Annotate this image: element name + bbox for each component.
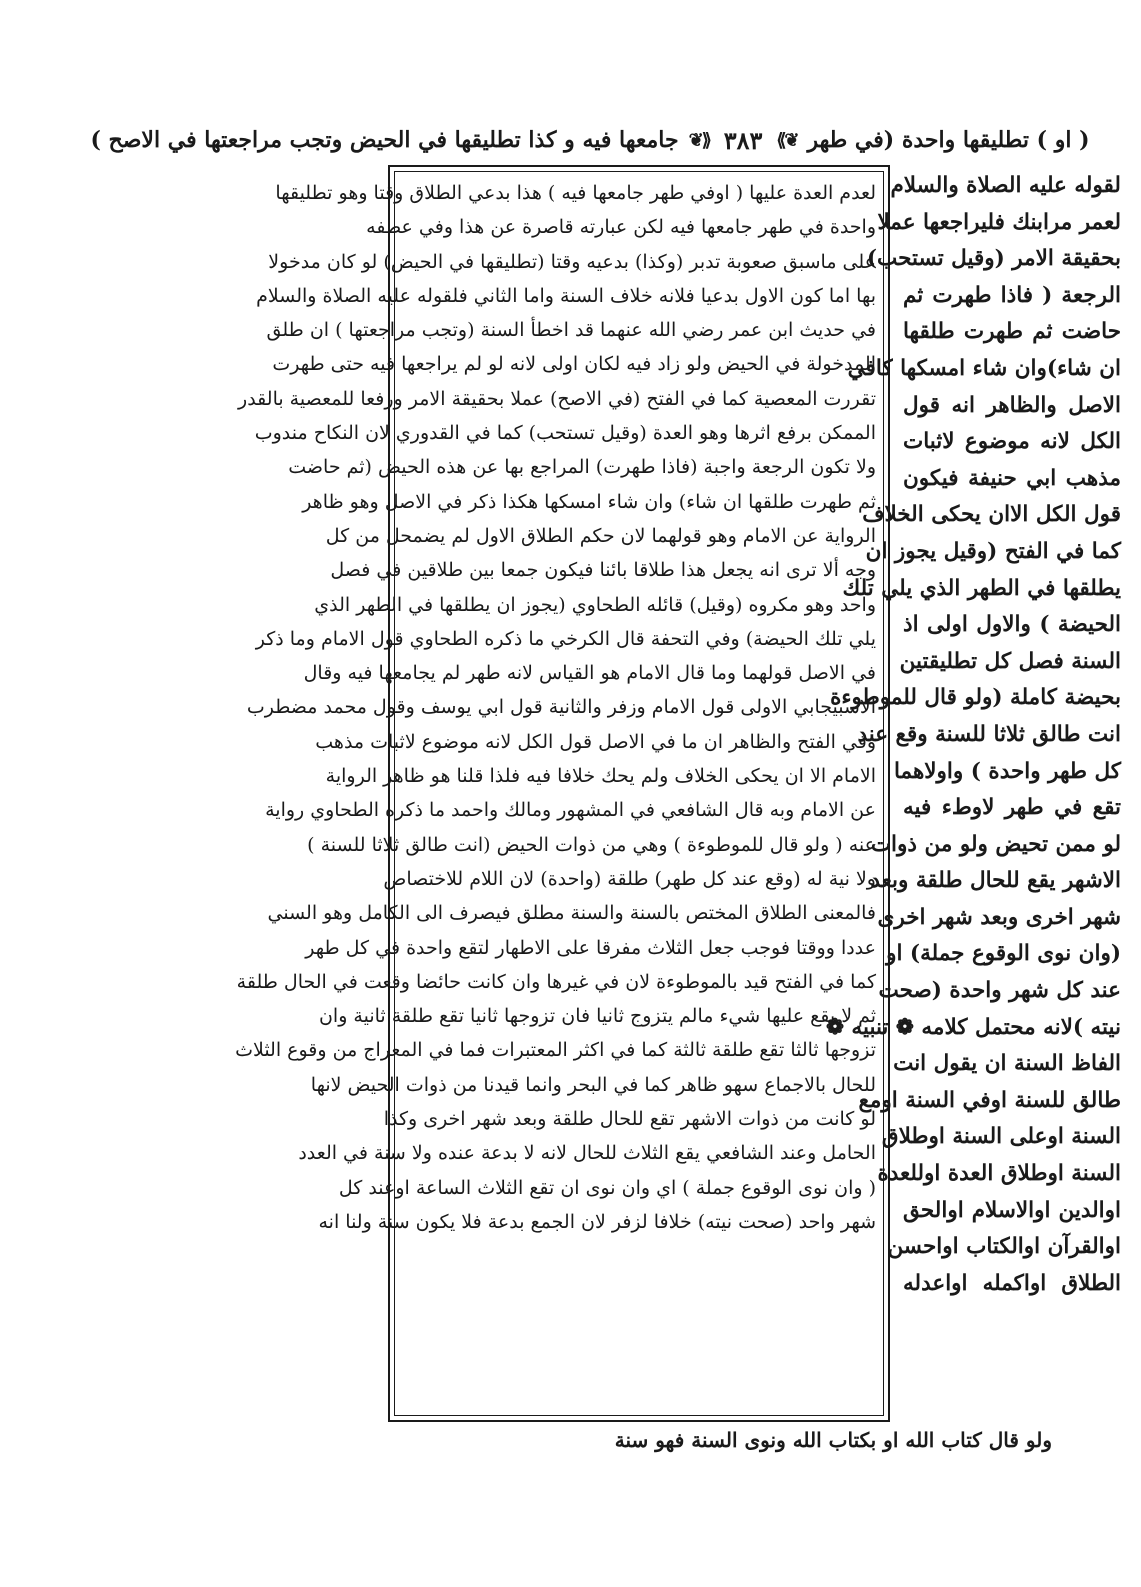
commentary-line: ولا تكون الرجعة واجبة (فاذا طهرت) المراجع بها عن هذه الحيض (ثم حاضت bbox=[288, 456, 876, 479]
matn-line: طالق للسنة اوفي السنة اومع bbox=[858, 1087, 1121, 1113]
commentary-line: ( وان نوى الوقوع جملة ) اي وان نوى ان تقع الثلاث الساعة اوعند كل bbox=[338, 1176, 876, 1199]
commentary-line: عنه ( ولو قال للموطوءة ) وهي من ذوات الحيض (انت طالق ثلاثا للسنة ) bbox=[307, 833, 876, 856]
commentary-line: ولا نية له (وقع عند كل طهر) طلقة (واحدة) لان اللام للاختصاص bbox=[383, 867, 876, 890]
matn-line: اوالقرآن اوالكتاب اواحسن bbox=[887, 1234, 1121, 1260]
matn-line: مذهب ابي حنيفة فيكون bbox=[903, 465, 1121, 491]
commentary-line: كما في الفتح قيد بالموطوءة لان في غيرها وان كانت حائضا وقعت في الحال طلقة bbox=[236, 970, 876, 993]
matn-line: الاشهر يقع للحال طلقة وبعد bbox=[870, 868, 1121, 894]
commentary-line: شهر واحد (صحت نيته) خلافا لزفر لان الجمع بدعة فلا يكون سنة ولنا انه bbox=[318, 1210, 876, 1233]
commentary-line: ثم طهرت طلقها ان شاء) وان شاء امسكها هكذا ذكر في الاصل وهو ظاهر bbox=[302, 490, 876, 513]
commentary-line: لو كانت من ذوات الاشهر تقع للحال طلقة وبعد شهر اخرى وكذا bbox=[383, 1108, 876, 1131]
commentary-line: واحد وهو مكروه (وقيل) قائله الطحاوي (يجوز ان يطلقها في الطهر الذي bbox=[314, 593, 876, 616]
commentary-line: وفي الفتح والظاهر ان ما في الاصل قول الكل لانه موضوع لاثبات مذهب bbox=[315, 730, 876, 753]
commentary-line: عددا ووقتا فوجب جعل الثلاث مفرقا على الاطهار لتقع واحدة في كل طهر bbox=[305, 936, 876, 959]
commentary-line: تزوجها ثالثا تقع طلقة ثالثة كما في اكثر المعتبرات فما في المعراج من وقوع الثلاث bbox=[235, 1039, 876, 1062]
commentary-line: في الاصل قولهما وما قال الامام هو القياس لانه طهر لم يجامعها فيه وقال bbox=[303, 662, 876, 685]
matn-line: ان شاء)وان شاء امسكها كافي bbox=[847, 355, 1121, 381]
commentary-line: للحال بالاجماع سهو ظاهر كما في البحر وانما قيدنا من ذوات الحيض لانها bbox=[310, 1073, 876, 1096]
header-left-text: جامعها فيه و كذا تطليقها في الحيض وتجب مراجعتها في الاصح ) bbox=[90, 127, 679, 153]
commentary-line: يلي تلك الحيضة) وفي التحفة قال الكرخي ما ذكره الطحاوي قول الامام وما ذكر bbox=[255, 627, 876, 650]
matn-line: الطلاق اواكمله اواعدله bbox=[903, 1270, 1121, 1296]
commentary-line: عن الامام وبه قال الشافعي في المشهور ومالك واحمد ما ذكره الطحاوي رواية bbox=[265, 799, 876, 822]
matn-line: السنة فصل كل تطليقتين bbox=[899, 648, 1121, 674]
matn-line: يطلقها في الطهر الذي يلي تلك bbox=[842, 575, 1121, 601]
catchword-footer: ولو قال كتاب الله او بكتاب الله ونوى السنة فهو سنة bbox=[614, 1428, 1052, 1452]
matn-line: الاصل والظاهر انه قول bbox=[903, 392, 1121, 418]
ornament-right-icon: ❦⟫ bbox=[776, 129, 798, 151]
matn-line: نيته )لانه محتمل كلامه ❁ تنبيه ❁ bbox=[825, 1014, 1121, 1040]
matn-line: الحيضة ) والاول اولى اذ bbox=[903, 612, 1121, 638]
matn-column bbox=[825, 168, 1121, 1413]
commentary-line: لعدم العدة عليها ( اوفي طهر جامعها فيه ) هذا بدعي الطلاق وقتا وهو تطليقها bbox=[275, 182, 876, 204]
matn-line: حاضت ثم طهرت طلقها bbox=[903, 319, 1121, 345]
matn-line: لقوله عليه الصلاة والسلام bbox=[890, 173, 1121, 198]
commentary-line: بها اما كون الاول بدعيا فلانه خلاف السنة واما الثاني فلقوله عليه الصلاة والسلام bbox=[256, 284, 876, 307]
matn-line: لو ممن تحيض ولو من ذوات bbox=[870, 831, 1121, 857]
commentary-line: على ماسبق صعوبة تدبر (وكذا) بدعيه وقتا (تطليقها في الحيض) لو كان مدخولا bbox=[268, 250, 876, 273]
page-number: ٣٨٣ bbox=[723, 125, 763, 155]
commentary-line: الاسبيجابي الاولى قول الامام وزفر والثانية قول ابي يوسف وقول محمد مضطرب bbox=[246, 696, 876, 719]
matn-line: قول الكل الاان يحكى الخلاف bbox=[862, 502, 1121, 528]
commentary-line: واحدة في طهر جامعها فيه لكن عبارته قاصرة عن هذا وفي عطفه bbox=[366, 216, 876, 239]
matn-line: الرجعة ( فاذا طهرت ثم bbox=[903, 282, 1121, 308]
matn-line: كما في الفتح (وقيل يجوز ان bbox=[865, 538, 1121, 564]
matn-line: الفاظ السنة ان يقول انت bbox=[893, 1051, 1121, 1077]
commentary-line: الرواية عن الامام وهو قولهما لان حكم الطلاق الاول لم يضمحل من كل bbox=[325, 524, 876, 547]
commentary-line: في حديث ابن عمر رضي الله عنهما قد اخطأ السنة (وتجب مراجعتها ) ان طلق bbox=[266, 319, 876, 342]
matn-line: تقع في طهر لاوطء فيه bbox=[903, 795, 1121, 821]
matn-line: انت طالق ثلاثا للسنة وقع عند bbox=[857, 721, 1121, 747]
matn-line: كل طهر واحدة ) واولاهما bbox=[893, 758, 1121, 784]
matn-line: اوالدين اوالاسلام اوالحق bbox=[903, 1197, 1121, 1223]
matn-line: عند كل شهر واحدة (صحت bbox=[878, 978, 1121, 1004]
matn-line: السنة اوطلاق العدة اوللعدة bbox=[877, 1161, 1121, 1187]
commentary-line: وجه ألا ترى انه يجعل هذا طلاقا بائنا فيكون جمعا بين طلاقين في فصل bbox=[330, 559, 876, 582]
matn-line: لعمر مرابنك فليراجعها عملا bbox=[877, 209, 1121, 235]
matn-line: السنة اوعلى السنة اوطلاق bbox=[881, 1124, 1121, 1150]
matn-line: شهر اخرى وبعد شهر اخرى bbox=[877, 904, 1121, 930]
matn-line: بحيضة كاملة (ولو قال للموطوءة bbox=[830, 685, 1121, 711]
commentary-line: الحامل وعند الشافعي يقع الثلاث للحال لانه لا بدعة عنده ولا سنة في العدد bbox=[298, 1142, 876, 1165]
matn-line: الكل لانه موضوع لاثبات bbox=[903, 429, 1121, 455]
commentary-line: تقررت المعصية كما في الفتح (في الاصح) عملا بحقيقة الامر ورفعا للمعصية بالقدر bbox=[238, 387, 876, 410]
header-right-text: ( او ) تطليقها واحدة (في طهر bbox=[807, 127, 1090, 153]
commentary-line: المدخولة في الحيض ولو زاد فيه لكان اولى لانه لو لم يراجعها فيه حتى طهرت bbox=[272, 353, 876, 376]
commentary-line: ثم لا يقع عليها شيء مالم يتزوج ثانيا فان تزوجها ثانيا تقع طلقة ثانية وان bbox=[318, 1005, 876, 1028]
running-header bbox=[90, 118, 1090, 162]
matn-line: (وان نوى الوقوع جملة) او bbox=[886, 941, 1121, 967]
commentary-line: الممكن برفع اثرها وهو العدة (وقيل تستحب) كما في القدوري لان النكاح مندوب bbox=[254, 422, 876, 445]
commentary-line: فالمعنى الطلاق المختص بالسنة والسنة مطلق فيصرف الى الكامل وهو السني bbox=[267, 902, 876, 925]
commentary-column bbox=[235, 176, 876, 1412]
commentary-line: الامام الا ان يحكى الخلاف ولم يحك خلافا فيه فلذا قلنا هو ظاهر الرواية bbox=[325, 765, 876, 788]
matn-line: بحقيقة الامر (وقيل تستحب) bbox=[866, 246, 1121, 272]
ornament-left-icon: ⟪❦ bbox=[688, 129, 710, 151]
